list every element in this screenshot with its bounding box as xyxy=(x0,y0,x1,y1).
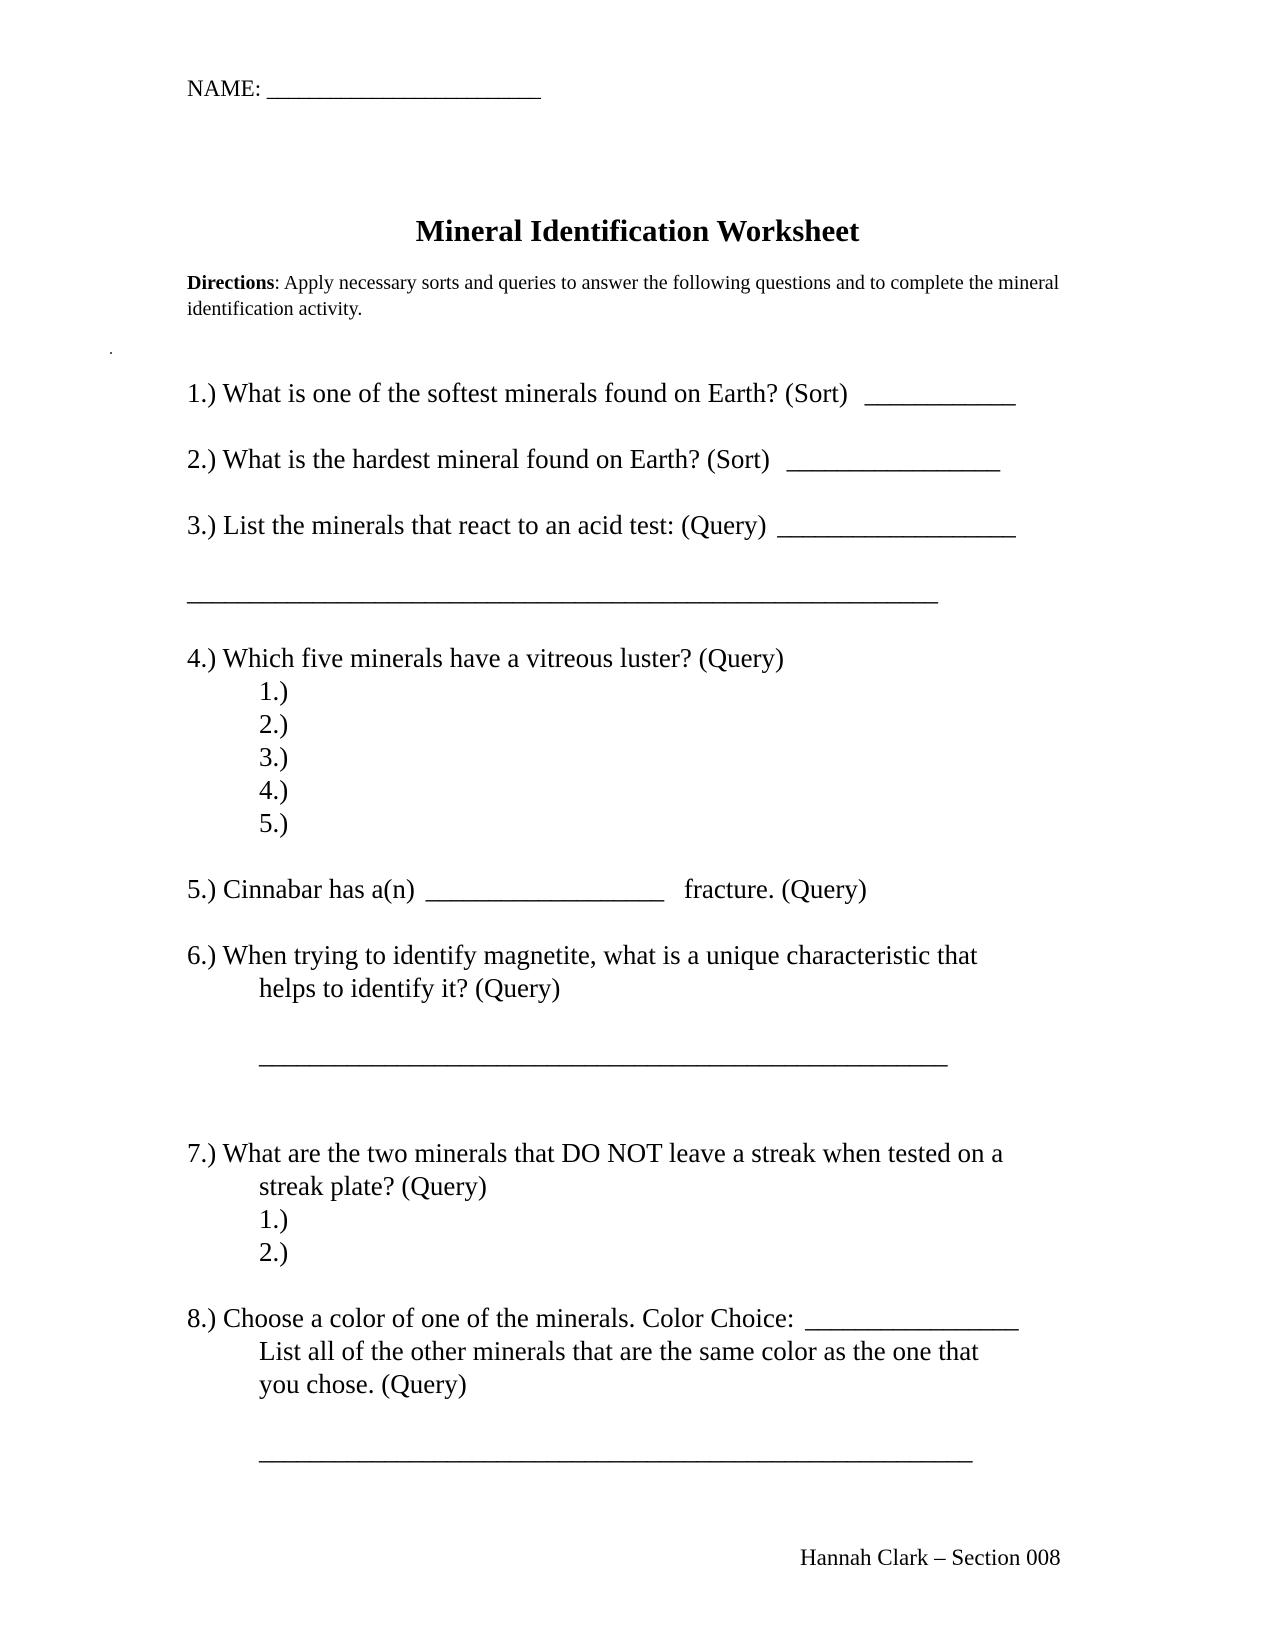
question-2-blank[interactable]: _________________ xyxy=(786,444,1000,474)
question-5 xyxy=(187,876,867,903)
question-6-line-2: helps to identify it? (Query) xyxy=(259,973,561,1003)
question-7-item: 1.) xyxy=(259,1204,289,1234)
question-3-answer-line[interactable]: ____________________________________________________________ xyxy=(187,576,937,606)
question-4-item: 4.) xyxy=(259,775,289,805)
question-5-blank[interactable]: ___________________ xyxy=(425,874,664,904)
question-1-blank[interactable]: ____________ xyxy=(864,378,1015,408)
footer-author: Hannah Clark – Section 008 xyxy=(800,1545,1061,1570)
directions-text: : Apply necessary sorts and queries to answer the following questions and to complete the mineral identification activity. xyxy=(187,272,1060,320)
question-3-text: 3.) List the minerals that react to an acid test: (Query) xyxy=(187,510,767,540)
question-2-text: 2.) What is the hardest mineral found on Earth? (Sort) xyxy=(187,444,770,474)
question-4-text: 4.) Which five minerals have a vitreous luster? (Query) xyxy=(187,643,785,673)
name-label: NAME: xyxy=(187,76,262,101)
directions xyxy=(187,270,1087,322)
question-7-line-2: streak plate? (Query) xyxy=(259,1171,487,1201)
question-4-item: 3.) xyxy=(259,742,289,772)
page-title: Mineral Identification Worksheet xyxy=(415,213,860,248)
question-8-line-2: List all of the other minerals that are the same color as the one that xyxy=(259,1336,979,1366)
question-2 xyxy=(187,446,999,473)
question-8-line-3: you chose. (Query) xyxy=(259,1369,467,1399)
question-8-text: 8.) Choose a color of one of the minerals. Color Choice: xyxy=(187,1303,795,1333)
question-6-answer-line[interactable]: _______________________________________________________ xyxy=(259,1039,947,1069)
question-4-item: 2.) xyxy=(259,709,289,739)
question-1 xyxy=(187,380,1015,407)
color-choice-blank[interactable]: _________________ xyxy=(805,1303,1018,1333)
question-1-text: 1.) What is one of the softest minerals found on Earth? (Sort) xyxy=(187,378,848,408)
question-7-item: 2.) xyxy=(259,1237,289,1267)
question-4-item: 1.) xyxy=(259,676,289,706)
name-blank[interactable]: __________________________ xyxy=(266,76,540,101)
question-8-answer-line[interactable]: _________________________________________________________ xyxy=(259,1435,972,1465)
question-3 xyxy=(187,512,1015,539)
question-3-blank[interactable]: ___________________ xyxy=(777,510,1015,540)
question-8-line-1 xyxy=(187,1305,1018,1332)
directions-label: Directions xyxy=(187,272,275,294)
question-6-line-1: 6.) When trying to identify magnetite, what is a unique characteristic that xyxy=(187,940,978,970)
stray-dot xyxy=(110,352,112,354)
question-5-text-after: fracture. (Query) xyxy=(683,874,867,904)
question-5-text-before: 5.) Cinnabar has a(n) xyxy=(187,874,415,904)
question-4-item: 5.) xyxy=(259,808,289,838)
name-field xyxy=(187,76,540,102)
question-7-line-1: 7.) What are the two minerals that DO NOT leave a streak when tested on a xyxy=(187,1138,1004,1168)
